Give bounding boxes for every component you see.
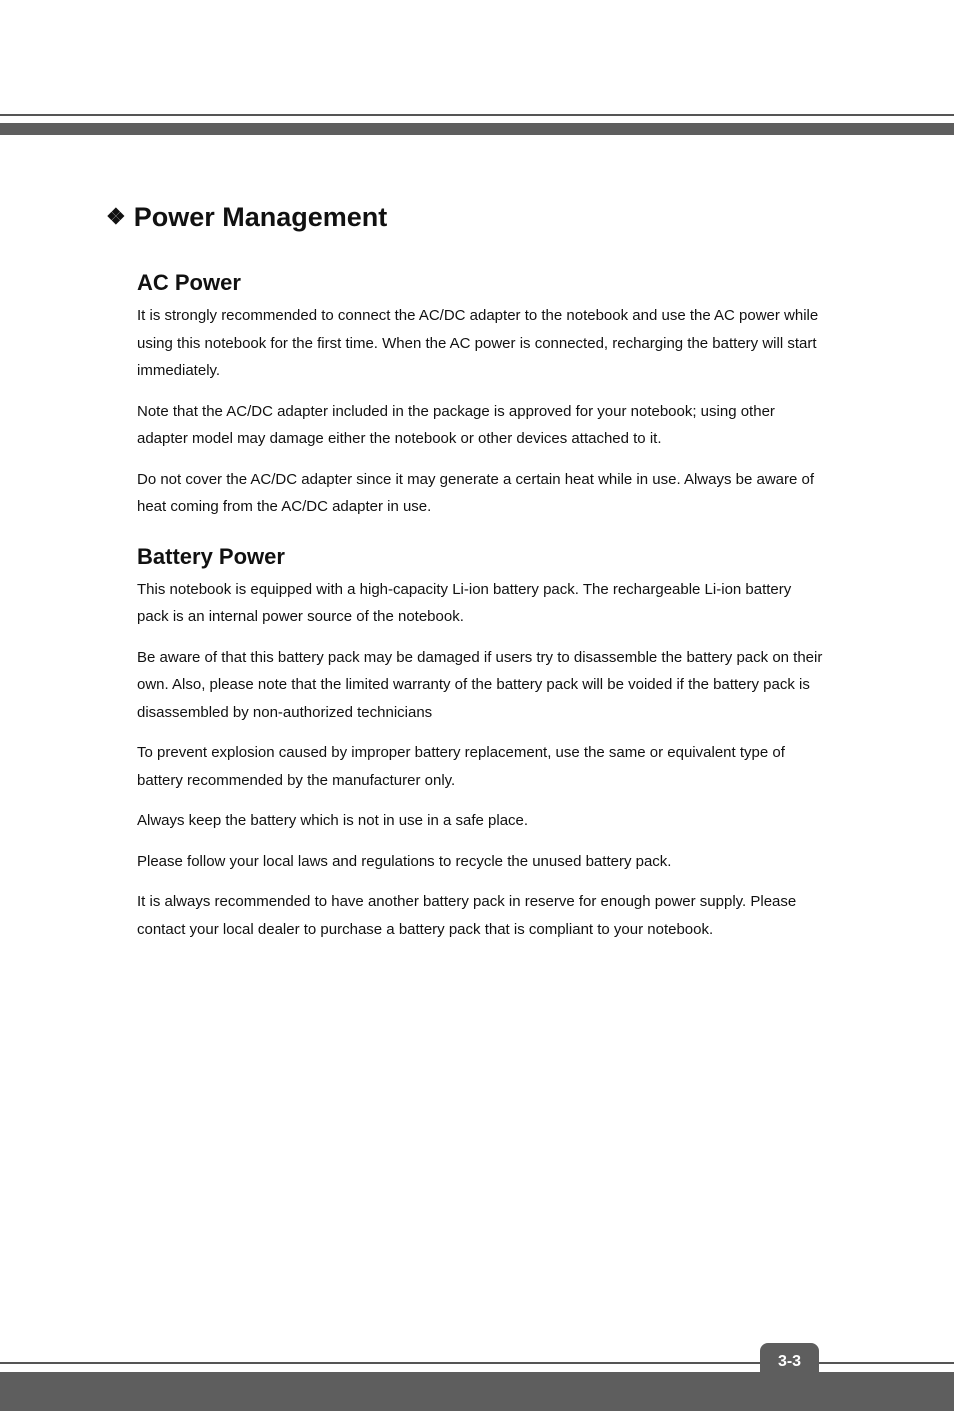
battery-power-heading: Battery Power [137,543,285,569]
battery-power-paragraph-4: Always keep the battery which is not in use in a safe place. [137,812,529,829]
header-rule-thin [0,114,954,116]
ac-power-paragraph-3: Do not cover the AC/DC adapter since it may generate a certain heat while in use. Always be aware of heat coming from the AC/DC adapter in use. [137,470,815,515]
header-rule-thick [0,123,954,135]
page-number: 3-3 [777,1353,802,1370]
battery-power-paragraph-3: To prevent explosion caused by improper battery replacement, use the same or equivalent type of battery recommended by the manufacturer only. [137,744,785,789]
battery-power-paragraph-5: Please follow your local laws and regulations to recycle the unused battery pack. [137,852,672,870]
diamond-bullet-icon: ❖ [106,204,126,229]
battery-power-paragraph-1: This notebook is equipped with a high-capacity Li-ion battery pack. The rechargeable Li-ion battery pack is an internal power source of the notebook. [137,580,792,625]
ac-power-paragraph-2: Note that the AC/DC adapter included in the package is approved for your notebook; using other adapter model may damage either the notebook or other devices attached to it. [137,402,775,447]
page-number-tab [760,1343,819,1411]
section-title-text: Power Management [133,202,388,232]
ac-power-heading: AC Power [137,270,241,295]
battery-power-paragraph-2: Be aware of that this battery pack may be damaged if users try to disassemble the battery pack on their own. Also, please note that the limited warranty of the battery pack will be voided if the battery pack is disassembled by non-authorized technicians [137,648,823,721]
battery-power-paragraph-6: It is always recommended to have another battery pack in reserve for enough power supply. Please contact your local dealer to purchase a battery pack that is compliant to your notebook. [137,893,797,938]
ac-power-paragraph-1: It is strongly recommended to connect the AC/DC adapter to the notebook and use the AC power while using this notebook for the first time. When the AC power is connected, recharging the battery will start immediately. [137,307,819,379]
section-title [106,200,387,234]
page-content [137,268,827,956]
